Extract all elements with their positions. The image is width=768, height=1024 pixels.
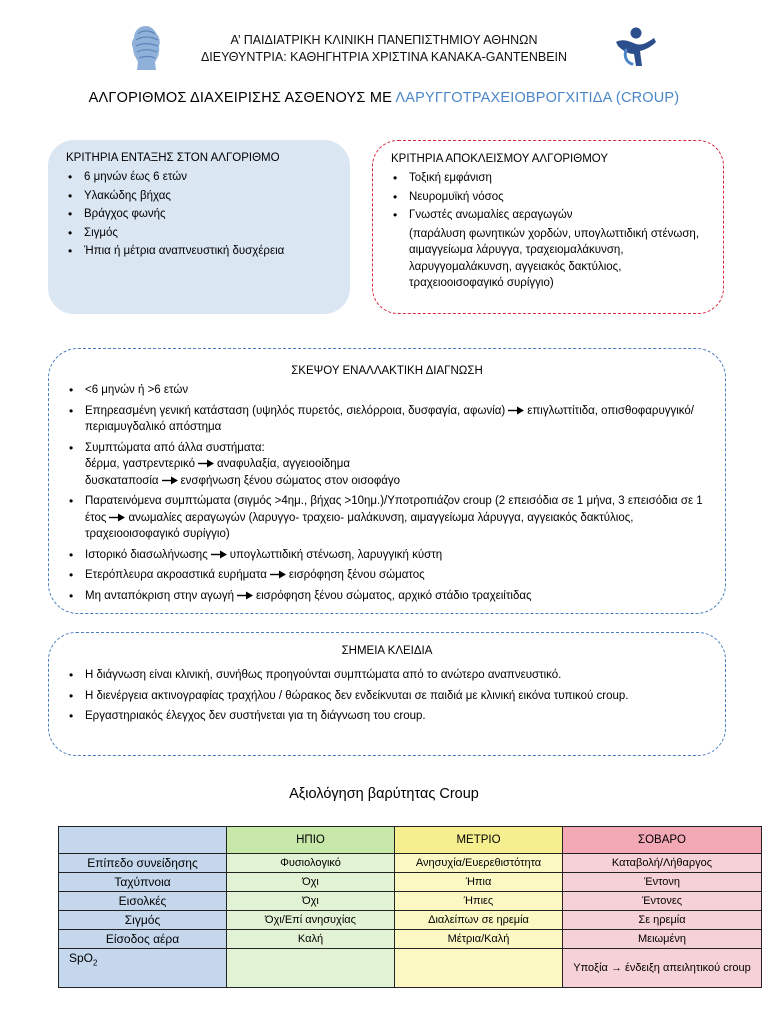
cell-severe: Καταβολή/Λήθαργος bbox=[563, 854, 762, 873]
cell-mild bbox=[227, 949, 395, 988]
list-item: • Εργαστηριακός έλεγχος δεν συστήνεται για τη διάγνωση του croup. bbox=[67, 708, 707, 725]
list-item bbox=[67, 382, 707, 399]
clinic-director: ΔΙΕΥΘΥΝΤΡΙΑ: ΚΑΘΗΓΗΤΡΙΑ ΧΡΙΣΤΙΝΑ ΚΑΝΑΚΑ-GANTENBEIN bbox=[200, 50, 568, 64]
title-highlight: ΛΑΡΥΓΓΟΤΡΑΧΕΙΟΒΡΟΓΧΙΤΙΔΑ (CROUP) bbox=[395, 90, 680, 106]
list-item bbox=[67, 547, 707, 564]
list-item bbox=[67, 440, 707, 490]
row-label: Ταχύπνοια bbox=[59, 873, 227, 892]
spo2-label: SpO bbox=[69, 951, 94, 965]
cell-moderate: Διαλείπων σε ηρεμία bbox=[395, 911, 563, 930]
arrow-right-icon bbox=[211, 550, 227, 559]
alternative-diagnosis-box bbox=[48, 348, 726, 614]
item-result: ενσφήνωση ξένου σώματος στον οισοφάγο bbox=[180, 474, 401, 487]
arrow-right-icon bbox=[109, 513, 125, 522]
list-item: • Νευρομυϊκή νόσος bbox=[391, 189, 705, 206]
table-row bbox=[59, 873, 762, 892]
cell-moderate: Ήπια bbox=[395, 873, 563, 892]
item-text: Συμπτώματα από άλλα συστήματα: bbox=[85, 441, 265, 454]
item-text: Επηρεασμένη γενική κατάσταση (υψηλός πυρετός, σιελόρροια, δυσφαγία, αφωνία) bbox=[85, 404, 506, 417]
cell-mild: Καλή bbox=[227, 930, 395, 949]
athena-head-emblem-icon bbox=[128, 24, 164, 72]
inclusion-criteria-box bbox=[48, 140, 350, 314]
item-result: επιγλωττίτιδα, οπισθοφαρυγγικό/περιαμυγδαλικό απόστημα bbox=[85, 404, 694, 433]
cell-mild: Φυσιολογικό bbox=[227, 854, 395, 873]
row-label: Επίπεδο συνείδησης bbox=[59, 854, 227, 873]
header-cell-moderate: ΜΕΤΡΙΟ bbox=[395, 827, 563, 854]
severity-table bbox=[58, 826, 762, 988]
alternative-list bbox=[67, 382, 707, 604]
item-result: ανωμαλίες αεραγωγών (λαρυγγο- τραχειο- μαλάκυνση, αιμαγγείωμα λάρυγγα, αγγειακός δακτύλιος, τραχειοοισοφαγικό συρίγγιο) bbox=[85, 511, 634, 540]
arrow-right-icon: → bbox=[610, 962, 622, 974]
list-item: • Γνωστές ανωμαλίες αεραγωγών bbox=[391, 207, 705, 224]
item-text: Παρατεινόμενα συμπτώματα (σιγμός >4ημ., βήχας >10ημ.)/Υποτροπιάζον croup (2 επεισόδια σε 1 μήνα, 3 επεισόδια σε 1 έτος bbox=[85, 495, 703, 524]
cell-severe: Έντονες bbox=[563, 892, 762, 911]
arrow-right-icon bbox=[508, 406, 524, 415]
list-item: • Η διενέργεια ακτινογραφίας τραχήλου / θώρακος δεν ενδείκνυται σε παιδιά με κλινική εικόνα τυπικού croup. bbox=[67, 688, 707, 705]
arrow-right-icon bbox=[270, 570, 286, 579]
item-result: εισρόφηση ξένου σώματος, αρχικό στάδιο τραχειίτιδας bbox=[255, 589, 532, 602]
list-item: • Σιγμός bbox=[66, 225, 332, 242]
clinic-name: Α’ ΠΑΙΔΙΑΤΡΙΚΗ ΚΛΙΝΙΚΗ ΠΑΝΕΠΙΣΤΗΜΙΟΥ ΑΘΗΝΩΝ bbox=[230, 33, 538, 47]
table-row bbox=[59, 854, 762, 873]
table-row bbox=[59, 911, 762, 930]
table-row bbox=[59, 930, 762, 949]
arrow-right-icon bbox=[162, 476, 178, 485]
cell-severe bbox=[563, 949, 762, 988]
list-item bbox=[67, 588, 707, 605]
cell-moderate: Μέτρια/Καλή bbox=[395, 930, 563, 949]
page-title bbox=[0, 90, 768, 106]
item-text: Ετερόπλευρα ακροαστικά ευρήματα bbox=[85, 569, 267, 581]
cell-severe: Μειωμένη bbox=[563, 930, 762, 949]
list-item: • 6 μηνών έως 6 ετών bbox=[66, 169, 332, 186]
item-result: αναφυλαξία, αγγειοοίδημα bbox=[216, 458, 350, 470]
header-cell bbox=[59, 827, 227, 854]
severity-title: Αξιολόγηση βαρύτητας Croup bbox=[289, 786, 479, 802]
cell-moderate bbox=[395, 949, 563, 988]
key-points-box bbox=[48, 632, 726, 756]
cell-mild: Όχι bbox=[227, 892, 395, 911]
cell-text: Υποξία bbox=[573, 962, 608, 974]
list-item: • Υλακώδης βήχας bbox=[66, 188, 332, 205]
child-figure-logo-icon bbox=[612, 26, 658, 68]
key-points-list bbox=[67, 667, 707, 725]
item-result: εισρόφηση ξένου σώματος bbox=[288, 569, 425, 581]
row-label: Είσοδος αέρα bbox=[59, 930, 227, 949]
key-points-heading: ΣΗΜΕΙΑ ΚΛΕΙΔΙΑ bbox=[341, 645, 433, 657]
item-text: <6 μηνών ή >6 ετών bbox=[85, 384, 189, 396]
cell-mild: Όχι bbox=[227, 873, 395, 892]
arrow-right-icon bbox=[198, 459, 214, 468]
table-row bbox=[59, 892, 762, 911]
table-row-spo2 bbox=[59, 949, 762, 988]
item-result: υπογλωττιδική στένωση, λαρυγγική κύστη bbox=[229, 548, 443, 561]
list-item bbox=[67, 403, 707, 436]
item-text: δυσκαταποσία bbox=[85, 474, 159, 487]
header-cell-severe: ΣΟΒΑΡΟ bbox=[563, 827, 762, 854]
item-text: Μη ανταπόκριση στην αγωγή bbox=[85, 589, 234, 602]
exclusion-heading: ΚΡΙΤΗΡΙΑ ΑΠΟΚΛΕΙΣΜΟΥ ΑΛΓΟΡΙΘΜΟΥ bbox=[391, 153, 609, 165]
cell-severe: Σε ηρεμία bbox=[563, 911, 762, 930]
cell-severe: Έντονη bbox=[563, 873, 762, 892]
exclusion-note: (παράλυση φωνητικών χορδών, υπογλωττιδική στένωση, αιμαγγείωμα λάρυγγα, τραχειομαλάκυνση, λαρυγγομαλάκυνση, αγγειακός δακτύλιος, τραχειοοισοφαγικό συρίγγιο) bbox=[409, 227, 700, 289]
row-label: Εισολκές bbox=[59, 892, 227, 911]
item-text: Ιστορικό διασωλήνωσης bbox=[85, 548, 208, 561]
row-label: Σιγμός bbox=[59, 911, 227, 930]
list-item: • Τοξική εμφάνιση bbox=[391, 170, 705, 187]
row-label bbox=[59, 949, 227, 988]
inclusion-heading: ΚΡΙΤΗΡΙΑ ΕΝΤΑΞΗΣ ΣΤΟΝ ΑΛΓΟΡΙΘΜΟ bbox=[66, 152, 280, 164]
spo2-subscript: 2 bbox=[93, 958, 98, 968]
arrow-right-icon bbox=[237, 591, 253, 600]
list-item: • Ήπια ή μέτρια αναπνευστική δυσχέρεια bbox=[66, 243, 332, 260]
exclusion-criteria-box bbox=[372, 140, 724, 314]
table-header-row bbox=[59, 827, 762, 854]
list-item bbox=[67, 567, 707, 584]
inclusion-list bbox=[66, 169, 332, 260]
alternative-heading: ΣΚΕΨΟΥ ΕΝΑΛΛΑΚΤΙΚΗ ΔΙΑΓΝΩΣΗ bbox=[291, 365, 483, 377]
list-item: • Βράγχος φωνής bbox=[66, 206, 332, 223]
header-cell-mild: ΗΠΙΟ bbox=[227, 827, 395, 854]
list-item bbox=[67, 493, 707, 543]
cell-text: ένδειξη απειλητικού croup bbox=[625, 962, 751, 974]
cell-moderate: Ανησυχία/Ευερεθιστότητα bbox=[395, 854, 563, 873]
cell-mild: Όχι/Επί ανησυχίας bbox=[227, 911, 395, 930]
title-prefix: ΑΛΓΟΡΙΘΜΟΣ ΔΙΑΧΕΙΡΙΣΗΣ ΑΣΘΕΝΟΥΣ ΜΕ bbox=[88, 90, 396, 106]
list-item: • Η διάγνωση είναι κλινική, συνήθως προηγούνται συμπτώματα από το ανώτερο αναπνευστικό. bbox=[67, 667, 707, 684]
cell-moderate: Ήπιες bbox=[395, 892, 563, 911]
item-text: δέρμα, γαστρεντερικό bbox=[85, 458, 195, 470]
exclusion-list bbox=[391, 170, 705, 224]
